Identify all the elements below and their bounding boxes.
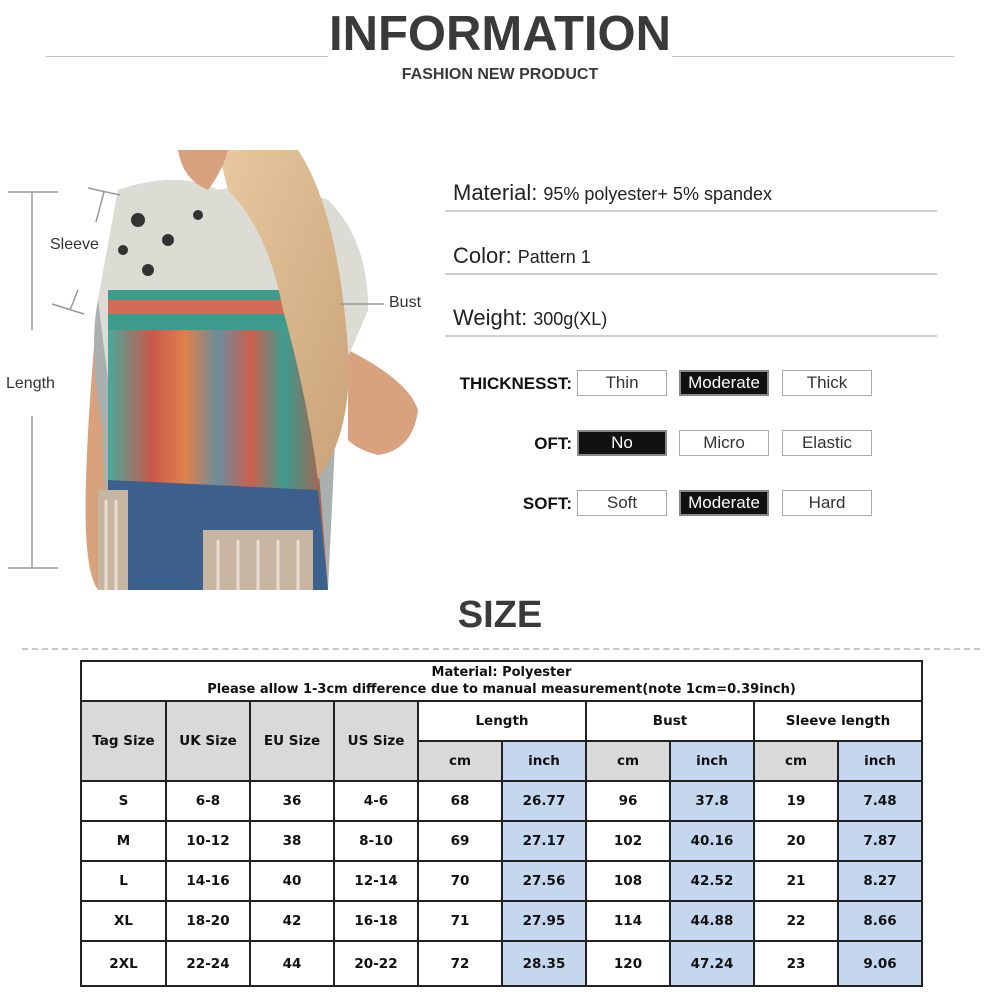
size-table-note bbox=[81, 661, 922, 701]
title-divider-right bbox=[672, 56, 954, 57]
cell-length-inch: 27.56 bbox=[502, 861, 586, 901]
cell-bust-cm: 96 bbox=[586, 781, 670, 821]
cell-uk-size: 22-24 bbox=[166, 941, 250, 986]
header-uk-size: UK Size bbox=[166, 701, 250, 781]
size-divider bbox=[22, 648, 980, 650]
sleeve-label: Sleeve bbox=[50, 236, 99, 253]
cell-tag-size: L bbox=[81, 861, 166, 901]
table-row bbox=[81, 781, 922, 821]
cell-bust-cm: 120 bbox=[586, 941, 670, 986]
size-table-note-allowance: Please allow 1-3cm difference due to manual measurement(note 1cm=0.39inch) bbox=[207, 682, 796, 697]
thickness-option-moderate: Moderate bbox=[679, 370, 769, 396]
cell-tag-size: S bbox=[81, 781, 166, 821]
header-us-size: US Size bbox=[334, 701, 418, 781]
info-color bbox=[445, 233, 937, 275]
cell-bust-inch: 40.16 bbox=[670, 821, 754, 861]
soft-option-soft: Soft bbox=[577, 490, 667, 516]
thickness-label: THICKNESST: bbox=[459, 374, 572, 393]
cell-tag-size: 2XL bbox=[81, 941, 166, 986]
table-row bbox=[81, 901, 922, 941]
cell-us-size: 12-14 bbox=[334, 861, 418, 901]
thickness-option-thin: Thin bbox=[577, 370, 667, 396]
cell-bust-inch: 44.88 bbox=[670, 901, 754, 941]
cell-length-cm: 72 bbox=[418, 941, 502, 986]
table-row bbox=[81, 941, 922, 986]
header-bust-cm: cm bbox=[586, 741, 670, 781]
cell-sleeve-inch: 7.87 bbox=[838, 821, 922, 861]
info-weight bbox=[445, 295, 937, 337]
weight-key: Weight: bbox=[453, 305, 528, 330]
thickness-option-thick: Thick bbox=[782, 370, 872, 396]
soft-label: SOFT: bbox=[522, 494, 572, 513]
cell-bust-cm: 108 bbox=[586, 861, 670, 901]
cell-us-size: 4-6 bbox=[334, 781, 418, 821]
header-sleeve-length: Sleeve length bbox=[754, 701, 922, 741]
cell-tag-size: M bbox=[81, 821, 166, 861]
size-table-body bbox=[81, 781, 922, 986]
header-sleeve-cm: cm bbox=[754, 741, 838, 781]
cell-length-inch: 27.95 bbox=[502, 901, 586, 941]
title-divider-left bbox=[46, 56, 328, 57]
cell-bust-inch: 47.24 bbox=[670, 941, 754, 986]
cell-sleeve-cm: 21 bbox=[754, 861, 838, 901]
cell-sleeve-cm: 22 bbox=[754, 901, 838, 941]
table-row bbox=[81, 861, 922, 901]
cell-eu-size: 40 bbox=[250, 861, 334, 901]
size-table bbox=[80, 660, 923, 987]
bust-label: Bust bbox=[389, 294, 422, 311]
cell-sleeve-cm: 19 bbox=[754, 781, 838, 821]
size-table-note-material: Material: Polyester bbox=[431, 665, 572, 680]
table-row bbox=[81, 821, 922, 861]
header-bust: Bust bbox=[586, 701, 754, 741]
cell-uk-size: 10-12 bbox=[166, 821, 250, 861]
cell-sleeve-inch: 8.27 bbox=[838, 861, 922, 901]
material-value: 95% polyester+ 5% spandex bbox=[543, 184, 773, 204]
cell-length-inch: 28.35 bbox=[502, 941, 586, 986]
header-sleeve-inch: inch bbox=[838, 741, 922, 781]
color-value: Pattern 1 bbox=[517, 247, 591, 267]
cell-bust-cm: 114 bbox=[586, 901, 670, 941]
header-length: Length bbox=[418, 701, 586, 741]
cell-sleeve-cm: 23 bbox=[754, 941, 838, 986]
cell-length-cm: 70 bbox=[418, 861, 502, 901]
cell-sleeve-inch: 9.06 bbox=[838, 941, 922, 986]
header-length-cm: cm bbox=[418, 741, 502, 781]
header-tag-size: Tag Size bbox=[81, 701, 166, 781]
header-bust-inch: inch bbox=[670, 741, 754, 781]
cell-sleeve-inch: 7.48 bbox=[838, 781, 922, 821]
color-key: Color: bbox=[453, 243, 512, 268]
soft-option-moderate: Moderate bbox=[679, 490, 769, 516]
cell-bust-inch: 37.8 bbox=[670, 781, 754, 821]
cell-sleeve-cm: 20 bbox=[754, 821, 838, 861]
cell-bust-cm: 102 bbox=[586, 821, 670, 861]
cell-eu-size: 42 bbox=[250, 901, 334, 941]
cell-length-cm: 68 bbox=[418, 781, 502, 821]
info-material bbox=[445, 170, 937, 212]
cell-us-size: 20-22 bbox=[334, 941, 418, 986]
cell-uk-size: 14-16 bbox=[166, 861, 250, 901]
cell-tag-size: XL bbox=[81, 901, 166, 941]
material-key: Material: bbox=[453, 180, 538, 205]
cell-eu-size: 36 bbox=[250, 781, 334, 821]
cell-bust-inch: 42.52 bbox=[670, 861, 754, 901]
cell-uk-size: 6-8 bbox=[166, 781, 250, 821]
soft-option-hard: Hard bbox=[782, 490, 872, 516]
cell-eu-size: 38 bbox=[250, 821, 334, 861]
cell-uk-size: 18-20 bbox=[166, 901, 250, 941]
cell-length-cm: 69 bbox=[418, 821, 502, 861]
page-title: INFORMATION bbox=[328, 7, 672, 61]
measurement-guides bbox=[0, 150, 440, 590]
length-label: Length bbox=[6, 375, 55, 392]
page-subtitle: FASHION NEW PRODUCT bbox=[401, 66, 599, 83]
cell-eu-size: 44 bbox=[250, 941, 334, 986]
cell-length-inch: 27.17 bbox=[502, 821, 586, 861]
cell-us-size: 8-10 bbox=[334, 821, 418, 861]
cell-length-inch: 26.77 bbox=[502, 781, 586, 821]
oft-label: OFT: bbox=[534, 434, 572, 453]
oft-option-no: No bbox=[577, 430, 667, 456]
header-length-inch: inch bbox=[502, 741, 586, 781]
cell-us-size: 16-18 bbox=[334, 901, 418, 941]
header-eu-size: EU Size bbox=[250, 701, 334, 781]
size-title: SIZE bbox=[457, 594, 543, 636]
oft-option-micro: Micro bbox=[679, 430, 769, 456]
weight-value: 300g(XL) bbox=[533, 309, 608, 329]
cell-length-cm: 71 bbox=[418, 901, 502, 941]
cell-sleeve-inch: 8.66 bbox=[838, 901, 922, 941]
oft-option-elastic: Elastic bbox=[782, 430, 872, 456]
